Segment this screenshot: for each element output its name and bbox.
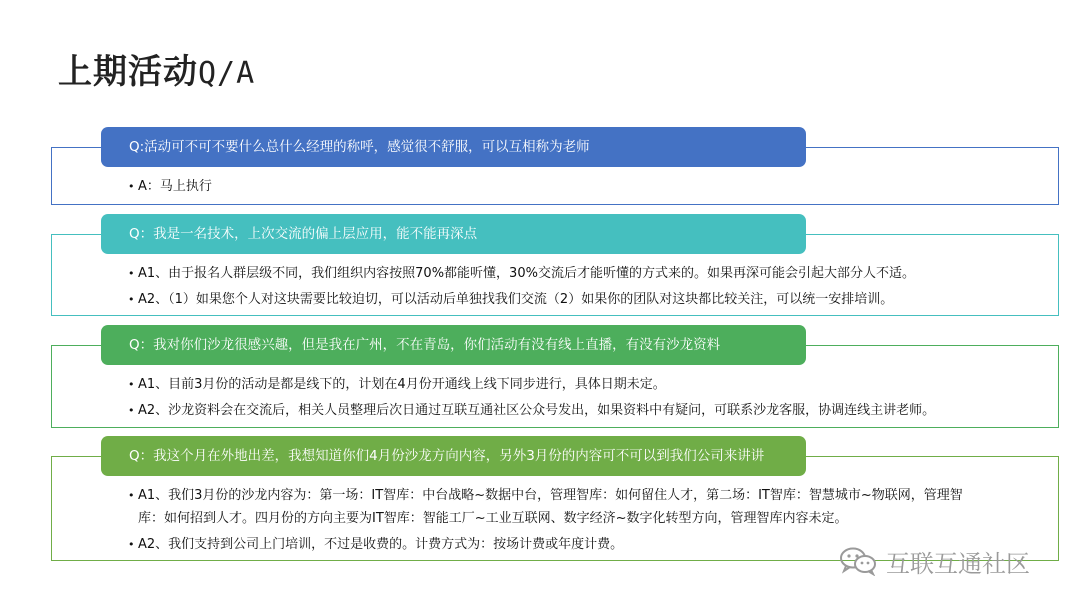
question-bar-3: Q：我对你们沙龙很感兴趣，但是我在广州，不在青岛，你们活动有没有线上直播，有没有沙龙资料 bbox=[101, 325, 806, 365]
watermark-text: 互联互通社区 bbox=[886, 549, 1030, 578]
title-suffix: Q/A bbox=[198, 56, 256, 91]
page-title bbox=[58, 44, 255, 93]
answer-item: • A1、目前3月份的活动是都是线下的，计划在4月份开通线上线下同步进行，具体日期未定。 bbox=[128, 373, 1008, 396]
question-bar-2: Q：我是一名技术，上次交流的偏上层应用，能不能再深点 bbox=[101, 214, 806, 254]
answer-item: • A1、我们3月份的沙龙内容为：第一场：IT智库：中台战略~数据中台，管理智库：如何留住人才，第二场：IT智库：智慧城市~物联网，管理智库：如何招到人才。四月份的方向主要为IT智库：智能工厂~工业互联网、数字经济~数字化转型方向，管理智库内容未定。 bbox=[128, 484, 988, 530]
title-main: 上期活动 bbox=[58, 52, 198, 92]
answer-item: • A2、沙龙资料会在交流后，相关人员整理后次日通过互联互通社区公众号发出，如果资料中有疑问，可联系沙龙客服，协调连线主讲老师。 bbox=[128, 399, 1008, 422]
question-bar-1: Q:活动可不可不要什么总什么经理的称呼，感觉很不舒服，可以互相称为老师 bbox=[101, 127, 806, 167]
wechat-icon bbox=[838, 546, 878, 576]
answer-item: • A1、由于报名人群层级不同，我们组织内容按照70%都能听懂，30%交流后才能听懂的方式来的。如果再深可能会引起大部分人不适。 bbox=[128, 262, 1008, 285]
answer-item: • A2、（1）如果您个人对这块需要比较迫切，可以活动后单独找我们交流（2）如果你的团队对这块都比较关注，可以统一安排培训。 bbox=[128, 288, 1008, 311]
answer-list-3 bbox=[128, 373, 1008, 422]
watermark bbox=[838, 545, 1030, 577]
answer-item: • A2、我们支持到公司上门培训，不过是收费的。计费方式为：按场计费或年度计费。 bbox=[128, 533, 988, 556]
answer-list-1 bbox=[128, 175, 1008, 198]
answer-item: • A：马上执行 bbox=[128, 175, 1008, 198]
answer-list-2 bbox=[128, 262, 1008, 311]
question-bar-4: Q：我这个月在外地出差，我想知道你们4月份沙龙方向内容，另外3月份的内容可不可以到我们公司来讲讲 bbox=[101, 436, 806, 476]
